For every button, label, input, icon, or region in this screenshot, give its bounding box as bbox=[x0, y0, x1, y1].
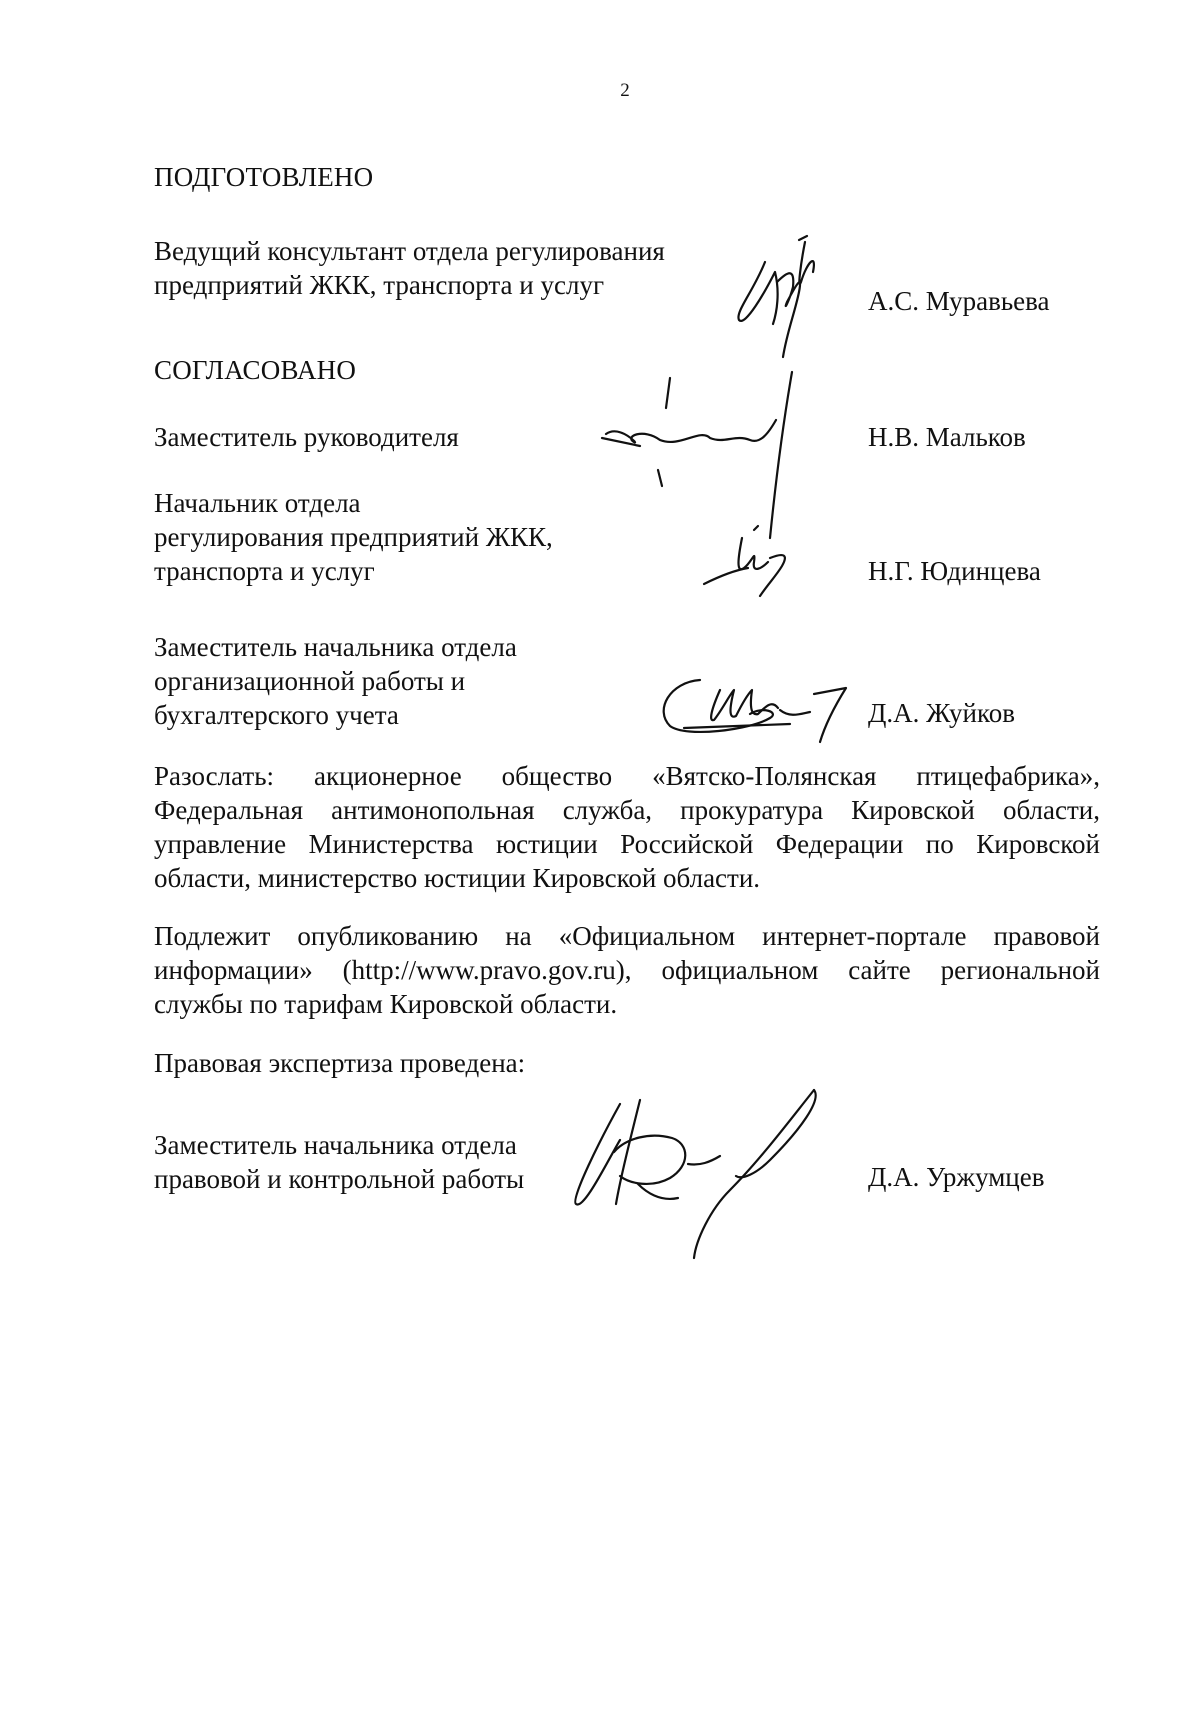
publication-line: информации» (http://www.pravo.gov.ru), официальном сайте региональной bbox=[154, 955, 1100, 985]
publication-paragraph bbox=[154, 919, 1100, 1021]
legal-review-position: Заместитель начальника отдела правовой и контрольной работы bbox=[154, 1130, 525, 1194]
legal-review-heading: Правовая экспертиза проведена: bbox=[154, 1048, 526, 1078]
publication-line: Подлежит опубликованию на «Официальном интернет-портале правовой bbox=[154, 921, 1100, 951]
publication-line: службы по тарифам Кировской области. bbox=[154, 989, 618, 1019]
signer-position-malkov: Заместитель руководителя bbox=[154, 422, 459, 452]
prepared-name: А.С. Муравьева bbox=[868, 286, 1050, 316]
signer-position-yudintseva: Начальник отдела регулирования предприятий ЖКК, транспорта и услуг bbox=[154, 488, 553, 586]
prepared-heading: ПОДГОТОВЛЕНО bbox=[154, 162, 374, 192]
prepared-position: Ведущий консультант отдела регулирования предприятий ЖКК, транспорта и услуг bbox=[154, 236, 665, 300]
page-number: 2 bbox=[620, 80, 630, 101]
distribution-line: Разослать: акционерное общество «Вятско-Полянская птицефабрика», bbox=[154, 761, 1100, 791]
agreed-heading: СОГЛАСОВАНО bbox=[154, 355, 357, 385]
signature-muravyeva bbox=[725, 232, 845, 362]
distribution-line: области, министерство юстиции Кировской области. bbox=[154, 863, 761, 893]
distribution-line: управление Министерства юстиции Российской Федерации по Кировской bbox=[154, 829, 1100, 859]
signer-name-zhuykov: Д.А. Жуйков bbox=[868, 698, 1015, 728]
signer-name-malkov: Н.В. Мальков bbox=[868, 422, 1026, 452]
signature-zhuykov bbox=[650, 670, 855, 750]
signer-position-zhuykov: Заместитель начальника отдела организационной работы и бухгалтерского учета bbox=[154, 632, 517, 730]
signature-urzhumtsev bbox=[560, 1080, 850, 1260]
legal-review-name: Д.А. Уржумцев bbox=[868, 1162, 1045, 1192]
signer-name-yudintseva: Н.Г. Юдинцева bbox=[868, 556, 1041, 586]
distribution-paragraph bbox=[154, 759, 1100, 895]
distribution-line: Федеральная антимонопольная служба, прокуратура Кировской области, bbox=[154, 795, 1100, 825]
signature-yudintseva bbox=[700, 518, 810, 598]
